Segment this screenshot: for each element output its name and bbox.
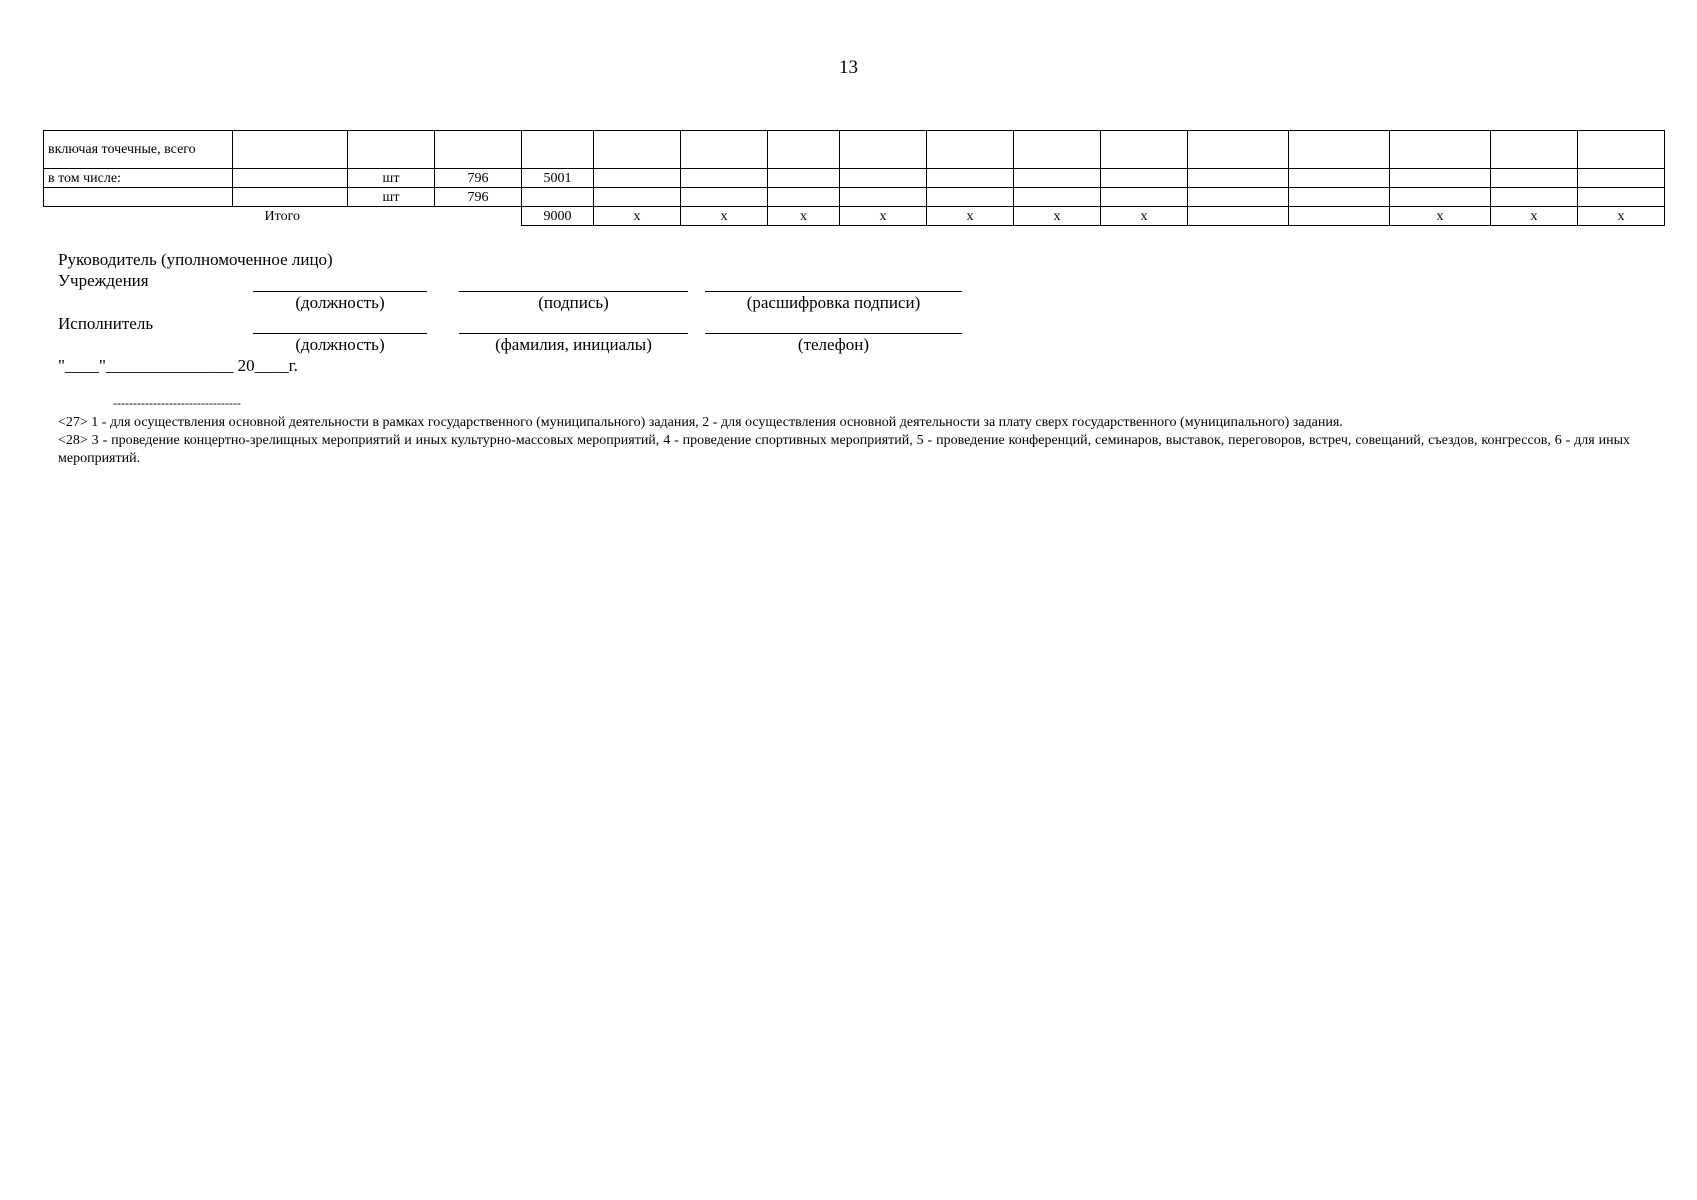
table-cell <box>1390 188 1491 207</box>
table-cell <box>840 188 927 207</box>
executor-name-caption: (фамилия, инициалы) <box>495 335 652 354</box>
data-table <box>43 130 1681 226</box>
position-line <box>253 291 427 292</box>
table-cell <box>1665 207 1681 226</box>
table-cell: 796 <box>435 169 522 188</box>
table-cell <box>1578 169 1665 188</box>
signature-caption: (подпись) <box>538 293 609 312</box>
table-total-row <box>44 207 1681 226</box>
table-cell <box>594 169 681 188</box>
table-row <box>44 131 1681 169</box>
table-cell: в том числе: <box>44 169 233 188</box>
table-cell <box>594 188 681 207</box>
table-cell <box>1289 131 1390 169</box>
table-cell <box>1188 207 1289 226</box>
table-row <box>44 169 1681 188</box>
table-cell <box>1289 169 1390 188</box>
executor-phone-line <box>705 333 962 334</box>
table-cell <box>927 169 1014 188</box>
total-code: 9000 <box>522 207 594 226</box>
table-cell <box>1665 188 1681 207</box>
table-cell <box>768 169 840 188</box>
table-cell: x <box>1014 207 1101 226</box>
signature-decoding-line <box>705 291 962 292</box>
table-cell: 5001 <box>522 169 594 188</box>
table-cell <box>522 188 594 207</box>
table-cell <box>348 131 435 169</box>
table-cell <box>44 188 233 207</box>
institution-label: Учреждения <box>58 271 149 290</box>
table-cell <box>681 188 768 207</box>
footnote-28: <28> 3 - проведение концертно-зрелищных мероприятий и иных культурно-массовых мероприятий, 4 - проведение спортивных мероприятий, 5 - проведение конференций, семинаров, выставок, переговоров, встреч, совещаний, съездов, конгрессов, 6 - для иных мероприятий. <box>58 433 1630 466</box>
signature-decoding-caption: (расшифровка подписи) <box>746 293 921 312</box>
table-cell <box>522 131 594 169</box>
table-cell: x <box>1101 207 1188 226</box>
table-cell <box>1390 131 1491 169</box>
executor-phone-caption: (телефон) <box>797 335 870 354</box>
table-cell: x <box>681 207 768 226</box>
table-cell <box>1014 131 1101 169</box>
table-cell <box>1188 131 1289 169</box>
total-label: Итого <box>264 208 300 224</box>
table-cell <box>1390 169 1491 188</box>
table-cell <box>233 131 348 169</box>
table-cell <box>927 131 1014 169</box>
executor-position-line <box>253 333 427 334</box>
footnote-27: <27> 1 - для осуществления основной деятельности в рамках государственного (муниципального) задания, 2 - для осуществления основной деятельности за плату сверх государственного (муниципального) задания. <box>58 415 1343 430</box>
table-cell: x <box>768 207 840 226</box>
executor-label: Исполнитель <box>58 314 154 333</box>
footnote-separator: -------------------------------- <box>113 396 241 410</box>
table-cell <box>1101 169 1188 188</box>
page-number: 13 <box>839 57 858 78</box>
table-cell <box>768 131 840 169</box>
table-cell: включая точечные, всего <box>44 131 233 169</box>
table-row <box>44 188 1681 207</box>
table-cell <box>1491 131 1578 169</box>
table-cell: шт <box>348 169 435 188</box>
table-cell: x <box>927 207 1014 226</box>
table-cell <box>1578 131 1665 169</box>
table-cell: x <box>594 207 681 226</box>
table-cell <box>927 188 1014 207</box>
table-cell <box>1014 169 1101 188</box>
table-cell <box>1101 188 1188 207</box>
head-label: Руководитель (уполномоченное лицо) <box>58 250 333 269</box>
table-cell: 796 <box>435 188 522 207</box>
table-cell <box>1491 169 1578 188</box>
table-cell <box>681 131 768 169</box>
table-cell <box>1289 188 1390 207</box>
footnotes <box>58 414 1630 468</box>
table-cell <box>840 131 927 169</box>
date-line: "____"_______________ 20____г. <box>58 356 298 375</box>
table-cell <box>594 131 681 169</box>
executor-name-line <box>459 333 688 334</box>
executor-position-caption: (должность) <box>295 335 385 354</box>
table-cell <box>233 169 348 188</box>
table-cell <box>1665 131 1681 169</box>
table-cell <box>1491 188 1578 207</box>
table-cell <box>1188 169 1289 188</box>
table-cell <box>768 188 840 207</box>
table-cell <box>233 188 348 207</box>
table-cell: x <box>1491 207 1578 226</box>
table-cell <box>1101 131 1188 169</box>
table-cell <box>1665 169 1681 188</box>
table-cell: шт <box>348 188 435 207</box>
position-caption: (должность) <box>295 293 385 312</box>
table-cell <box>1289 207 1390 226</box>
table-cell: x <box>1578 207 1665 226</box>
table-cell <box>1578 188 1665 207</box>
table-cell <box>1188 188 1289 207</box>
table-cell <box>681 169 768 188</box>
table-cell <box>1014 188 1101 207</box>
table-cell <box>840 169 927 188</box>
table-cell <box>435 131 522 169</box>
signature-line <box>459 291 688 292</box>
table-cell: x <box>840 207 927 226</box>
table-cell: x <box>1390 207 1491 226</box>
